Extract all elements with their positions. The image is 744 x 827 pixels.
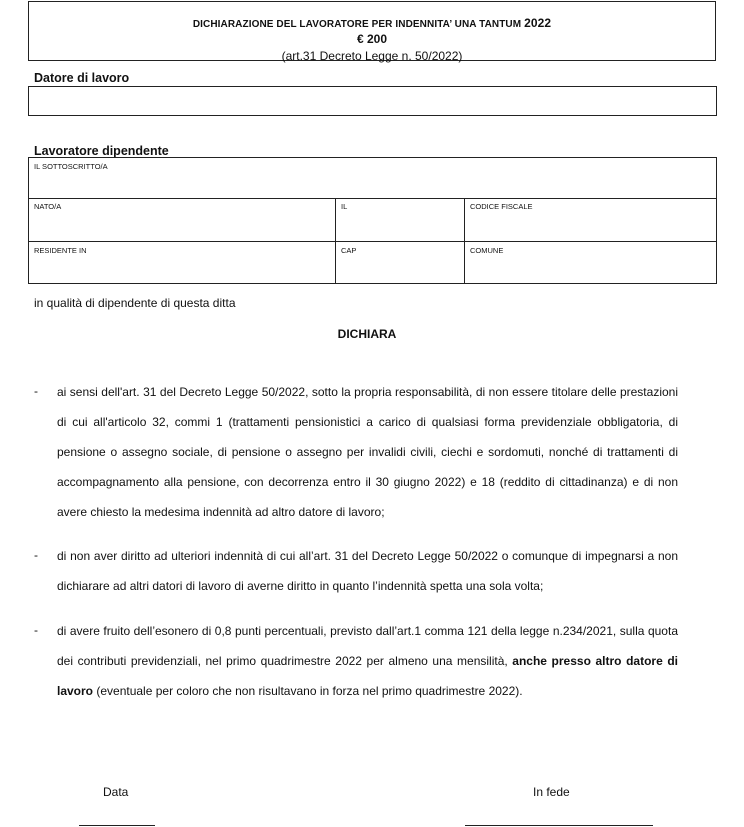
tax-code-field[interactable]: [465, 198, 716, 241]
declaration-item-3: [57, 616, 678, 706]
municipality-label: COMUNE: [470, 246, 504, 255]
capacity-statement: in qualità di dipendente di questa ditta: [34, 296, 236, 310]
declaration-item-2: di non aver diritto ad ulteriori indennità di cui all’art. 31 del Decreto Legge 50/2022 o comunque di impegnarsi a non dichiarare ad altri datori di lavoro di averne diritto in quanto l’indennità spetta una sola volta;: [57, 549, 678, 593]
postal-code-label: CAP: [341, 246, 357, 255]
postal-code-field[interactable]: [336, 242, 464, 283]
resident-in-label: RESIDENTE IN: [34, 246, 87, 255]
municipality-field[interactable]: [465, 242, 716, 283]
employer-field[interactable]: [28, 86, 717, 116]
declaration-item-3-bold: anche presso altro datore di lavoro: [57, 654, 678, 698]
born-in-field[interactable]: [29, 198, 335, 241]
declaration-item-3-start: di avere fruito dell’esonero di 0,8 punti percentuali, previsto dall’art.1 comma 121 della legge n.234/2021, sulla quota dei contributi previdenziali, nel primo quadrimestre 2022 per almeno una mensilità,: [57, 624, 678, 668]
undersigned-field[interactable]: [29, 158, 716, 198]
date-label: Data: [103, 785, 129, 799]
born-in-label: NATO/A: [34, 202, 62, 211]
employer-label: Datore di lavoro: [34, 71, 130, 85]
bullet-dash: -: [34, 548, 38, 562]
tax-code-label: CODICE FISCALE: [470, 202, 533, 211]
signature-label: In fede: [533, 785, 570, 799]
declares-heading: DICHIARA: [337, 327, 397, 341]
employee-label: Lavoratore dipendente: [34, 144, 169, 158]
born-on-field[interactable]: [336, 198, 464, 241]
bullet-dash: -: [34, 623, 38, 637]
document-reference: (art.31 Decreto Legge n. 50/2022): [281, 49, 463, 63]
undersigned-label: IL SOTTOSCRITTO/A: [34, 162, 108, 171]
document-title: [29, 16, 715, 30]
resident-in-field[interactable]: [29, 242, 335, 283]
declaration-item-1: ai sensi dell'art. 31 del Decreto Legge 50/2022, sotto la propria responsabilità, di non essere titolare delle prestazioni di cui all'articolo 32, commi 1 (trattamenti pensionistici a carico di qualsiasi forma previdenziale obbligatoria, di pensione o assegno sociale, di pensione o assegno per invalidi civili, ciechi e sordomuti, nonché di trattamenti di accompagnamento alla pensione, con decorrenza entro il 30 giugno 2022) e 18 (reddito di cittadinanza) e di non avere chiesto la medesima indennità ad altro datore di lavoro;: [57, 385, 678, 519]
declaration-item-3-end: (eventuale per coloro che non risultavano in forza nel primo quadrimestre 2022).: [96, 684, 523, 698]
born-on-label: IL: [341, 202, 348, 211]
document-header: [28, 1, 716, 61]
document-title-year: 2022: [524, 16, 552, 30]
signature-line[interactable]: [465, 825, 653, 826]
document-title-text: DICHIARAZIONE DEL LAVORATORE PER INDENNITA’ UNA TANTUM: [192, 19, 522, 30]
employee-details-grid: [28, 157, 717, 284]
date-signature-line[interactable]: [79, 825, 155, 826]
document-amount: € 200: [356, 32, 388, 46]
bullet-dash: -: [34, 384, 38, 398]
